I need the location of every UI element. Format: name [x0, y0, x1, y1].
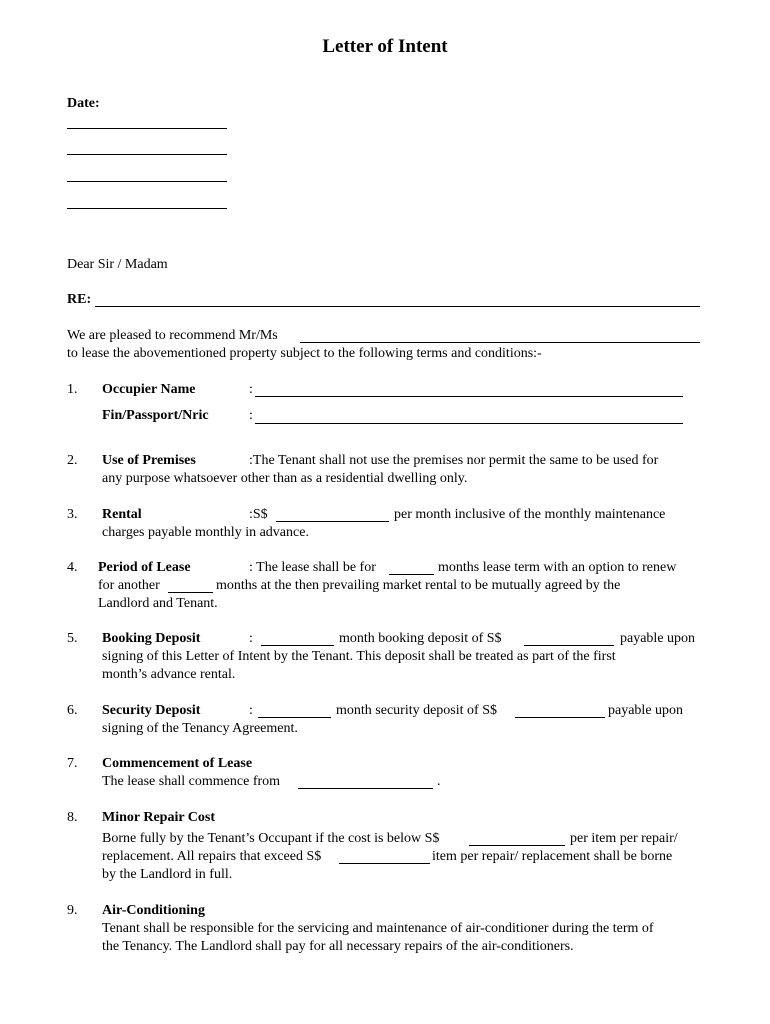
- item-number: 3.: [67, 507, 78, 522]
- commencement-text: The lease shall commence from: [102, 774, 281, 789]
- colon: :: [249, 703, 253, 718]
- minor-repair-text-2a: replacement. All repairs that exceed S$: [102, 849, 322, 864]
- period-text-2b: months at the then prevailing market rental to be mutually agreed by the: [216, 578, 621, 593]
- security-text-1b: month security deposit of S$: [336, 703, 497, 718]
- recommend-name-field[interactable]: [300, 342, 700, 343]
- item-number: 4.: [67, 560, 78, 575]
- colon: :: [249, 408, 253, 423]
- item-number: 8.: [67, 810, 78, 825]
- document-title: Letter of Intent: [322, 36, 448, 57]
- booking-text-1c: payable upon: [620, 631, 696, 646]
- address-line-3[interactable]: [67, 181, 227, 182]
- use-of-premises-text-1: :The Tenant shall not use the premises nor permit the same to be used for: [249, 453, 659, 468]
- commencement-period: .: [437, 774, 441, 789]
- period-text-1b: months lease term with an option to renew: [438, 560, 677, 575]
- period-of-lease-label: Period of Lease: [98, 560, 191, 575]
- use-of-premises-label: Use of Premises: [102, 453, 196, 468]
- intro-text-1: We are pleased to recommend Mr/Ms: [67, 328, 278, 343]
- address-line-1[interactable]: [67, 128, 227, 129]
- security-amount-field[interactable]: [515, 717, 605, 718]
- fin-passport-field[interactable]: [255, 423, 683, 424]
- booking-text-3: month’s advance rental.: [102, 667, 236, 682]
- air-conditioning-label: Air-Conditioning: [102, 903, 205, 918]
- re-label: RE:: [67, 292, 92, 307]
- minor-repair-text-2b: item per repair/ replacement shall be borne: [432, 849, 673, 864]
- address-line-4[interactable]: [67, 208, 227, 209]
- item-number: 5.: [67, 631, 78, 646]
- fin-passport-label: Fin/Passport/Nric: [102, 408, 209, 423]
- date-label: Date:: [67, 96, 100, 111]
- rental-text-2: charges payable monthly in advance.: [102, 525, 309, 540]
- commencement-date-field[interactable]: [298, 788, 433, 789]
- re-field[interactable]: [95, 306, 700, 307]
- use-of-premises-text-2: any purpose whatsoever other than as a residential dwelling only.: [102, 471, 468, 486]
- minor-repair-threshold-field[interactable]: [469, 845, 565, 846]
- occupier-name-field[interactable]: [255, 396, 683, 397]
- commencement-label: Commencement of Lease: [102, 756, 253, 771]
- rental-label: Rental: [102, 507, 142, 522]
- security-text-2: signing of the Tenancy Agreement.: [102, 721, 298, 736]
- minor-repair-label: Minor Repair Cost: [102, 810, 216, 825]
- security-months-field[interactable]: [258, 717, 331, 718]
- major-repair-threshold-field[interactable]: [339, 863, 430, 864]
- item-number: 7.: [67, 756, 78, 771]
- item-number: 1.: [67, 382, 78, 397]
- air-conditioning-text-1: Tenant shall be responsible for the servicing and maintenance of air-conditioner during the term of: [102, 921, 654, 936]
- item-number: 6.: [67, 703, 78, 718]
- minor-repair-text-1b: per item per repair/: [570, 831, 678, 846]
- address-line-2[interactable]: [67, 154, 227, 155]
- rental-amount-field[interactable]: [276, 521, 389, 522]
- security-deposit-label: Security Deposit: [102, 703, 201, 718]
- salutation: Dear Sir / Madam: [67, 257, 168, 272]
- rental-text-1: per month inclusive of the monthly maintenance: [394, 507, 666, 522]
- rental-currency: :S$: [249, 507, 268, 522]
- item-number: 2.: [67, 453, 78, 468]
- air-conditioning-text-2: the Tenancy. The Landlord shall pay for all necessary repairs of the air-conditioners.: [102, 939, 574, 954]
- occupier-name-label: Occupier Name: [102, 382, 196, 397]
- renew-months-field[interactable]: [168, 592, 213, 593]
- item-number: 9.: [67, 903, 78, 918]
- booking-months-field[interactable]: [261, 645, 334, 646]
- minor-repair-text-3: by the Landlord in full.: [102, 867, 233, 882]
- period-text-3: Landlord and Tenant.: [98, 596, 218, 611]
- booking-deposit-label: Booking Deposit: [102, 631, 201, 646]
- period-text-2a: for another: [98, 578, 160, 593]
- colon: :: [249, 631, 253, 646]
- booking-amount-field[interactable]: [524, 645, 614, 646]
- security-text-1c: payable upon: [608, 703, 684, 718]
- period-text-1a: : The lease shall be for: [249, 560, 376, 575]
- lease-months-field[interactable]: [389, 574, 434, 575]
- intro-text-2: to lease the abovementioned property subject to the following terms and conditions:-: [67, 346, 542, 361]
- colon: :: [249, 382, 253, 397]
- booking-text-1b: month booking deposit of S$: [339, 631, 502, 646]
- booking-text-2: signing of this Letter of Intent by the Tenant. This deposit shall be treated as part of the first: [102, 649, 616, 664]
- minor-repair-text-1a: Borne fully by the Tenant’s Occupant if the cost is below S$: [102, 831, 440, 846]
